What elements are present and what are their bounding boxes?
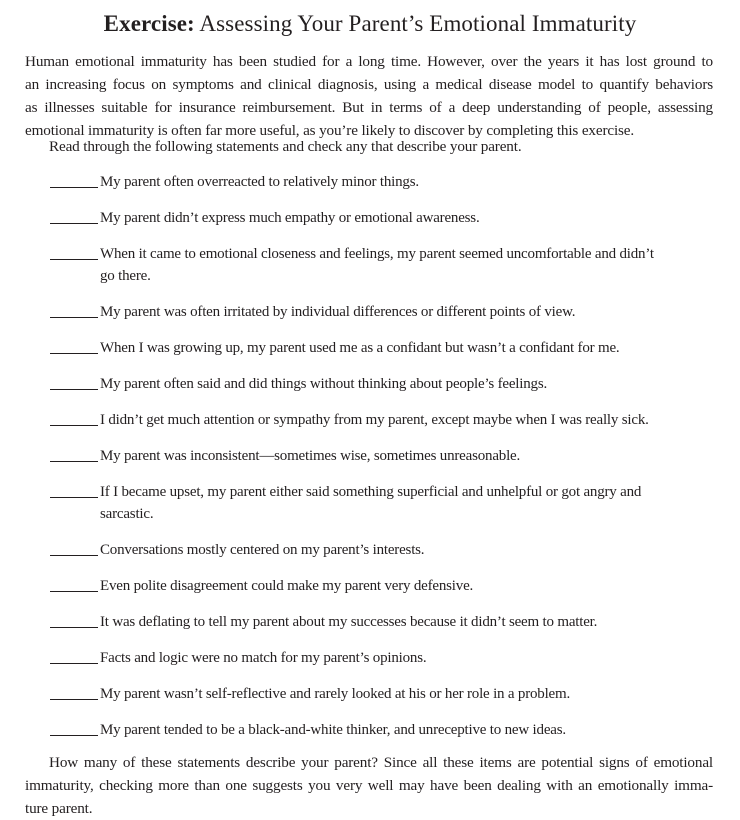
- title-text: Assessing Your Parent’s Emotional Immaturity: [199, 11, 637, 36]
- statement-item: [50, 575, 710, 597]
- instruction-text: Read through the following statements and check any that describe your parent.: [49, 138, 522, 155]
- statement-item: [50, 719, 710, 741]
- statement-text: My parent didn’t express much empathy or emotional awareness.: [100, 210, 480, 226]
- checkbox-blank-line[interactable]: [50, 425, 98, 426]
- closing-line: How many of these statements describe your parent? Since all these items are potential signs of emotional: [49, 754, 713, 771]
- statement-text-continued: go there.: [100, 268, 151, 284]
- checkbox-blank-line[interactable]: [50, 699, 98, 700]
- closing-line: immaturity, checking more than one suggests you very well may have been dealing with an emotionally imma-: [25, 777, 713, 794]
- checkbox-blank-line[interactable]: [50, 353, 98, 354]
- statement-item: [50, 539, 710, 561]
- statement-item: [50, 647, 710, 669]
- statement-item: [50, 243, 710, 287]
- checkbox-blank-line[interactable]: [50, 591, 98, 592]
- closing-paragraph: [25, 751, 713, 820]
- intro-line: Human emotional immaturity has been studied for a long time. However, over the years it has lost ground to: [25, 53, 713, 70]
- checkbox-blank-line[interactable]: [50, 259, 98, 260]
- statement-item: [50, 481, 710, 525]
- intro-line: emotional immaturity is often far more useful, as you’re likely to discover by completing this exercise.: [25, 122, 635, 139]
- statement-text: My parent wasn’t self-reflective and rarely looked at his or her role in a problem.: [100, 686, 571, 702]
- statement-text: My parent often said and did things without thinking about people’s feelings.: [100, 376, 548, 392]
- statement-text-continued: sarcastic.: [100, 506, 154, 522]
- statement-item: [50, 171, 710, 193]
- statement-text: Facts and logic were no match for my parent’s opinions.: [100, 650, 427, 666]
- statement-text: Conversations mostly centered on my parent’s interests.: [100, 542, 425, 558]
- statement-text: When it came to emotional closeness and feelings, my parent seemed uncomfortable and didn’t: [100, 246, 654, 262]
- statement-text: I didn’t get much attention or sympathy from my parent, except maybe when I was really sick.: [100, 412, 649, 428]
- statement-item: [50, 337, 710, 359]
- statement-text: When I was growing up, my parent used me as a confidant but wasn’t a confidant for me.: [100, 340, 620, 356]
- statement-item: [50, 373, 710, 395]
- intro-paragraph: [25, 50, 713, 142]
- checkbox-blank-line[interactable]: [50, 555, 98, 556]
- statement-text: It was deflating to tell my parent about my successes because it didn’t seem to matter.: [100, 614, 598, 630]
- checkbox-blank-line[interactable]: [50, 627, 98, 628]
- closing-line: ture parent.: [25, 800, 93, 817]
- checkbox-blank-line[interactable]: [50, 317, 98, 318]
- page-title: [0, 10, 740, 38]
- statement-text: My parent was inconsistent—sometimes wise, sometimes unreasonable.: [100, 448, 521, 464]
- statement-item: [50, 683, 710, 705]
- statement-item: [50, 301, 710, 323]
- statement-item: [50, 207, 710, 229]
- checkbox-blank-line[interactable]: [50, 735, 98, 736]
- statement-text: My parent tended to be a black-and-white thinker, and unreceptive to new ideas.: [100, 722, 566, 738]
- checkbox-blank-line[interactable]: [50, 497, 98, 498]
- checkbox-blank-line[interactable]: [50, 389, 98, 390]
- checkbox-blank-line[interactable]: [50, 223, 98, 224]
- checkbox-blank-line[interactable]: [50, 663, 98, 664]
- intro-line: as illnesses suitable for insurance reimbursement. But in terms of a deep understanding of people, assessing: [25, 99, 713, 116]
- statement-item: [50, 611, 710, 633]
- statement-text: My parent often overreacted to relatively minor things.: [100, 174, 419, 190]
- statement-text: Even polite disagreement could make my parent very defensive.: [100, 578, 474, 594]
- checkbox-blank-line[interactable]: [50, 461, 98, 462]
- checkbox-blank-line[interactable]: [50, 187, 98, 188]
- statement-item: [50, 409, 710, 431]
- title-label: Exercise:: [103, 11, 195, 36]
- statement-text: My parent was often irritated by individual differences or different points of view.: [100, 304, 576, 320]
- statement-text: If I became upset, my parent either said something superficial and unhelpful or got angry and: [100, 484, 642, 500]
- statement-item: [50, 445, 710, 467]
- intro-line: an increasing focus on symptoms and clinical diagnosis, using a medical disease model to quantify behaviors: [25, 76, 713, 93]
